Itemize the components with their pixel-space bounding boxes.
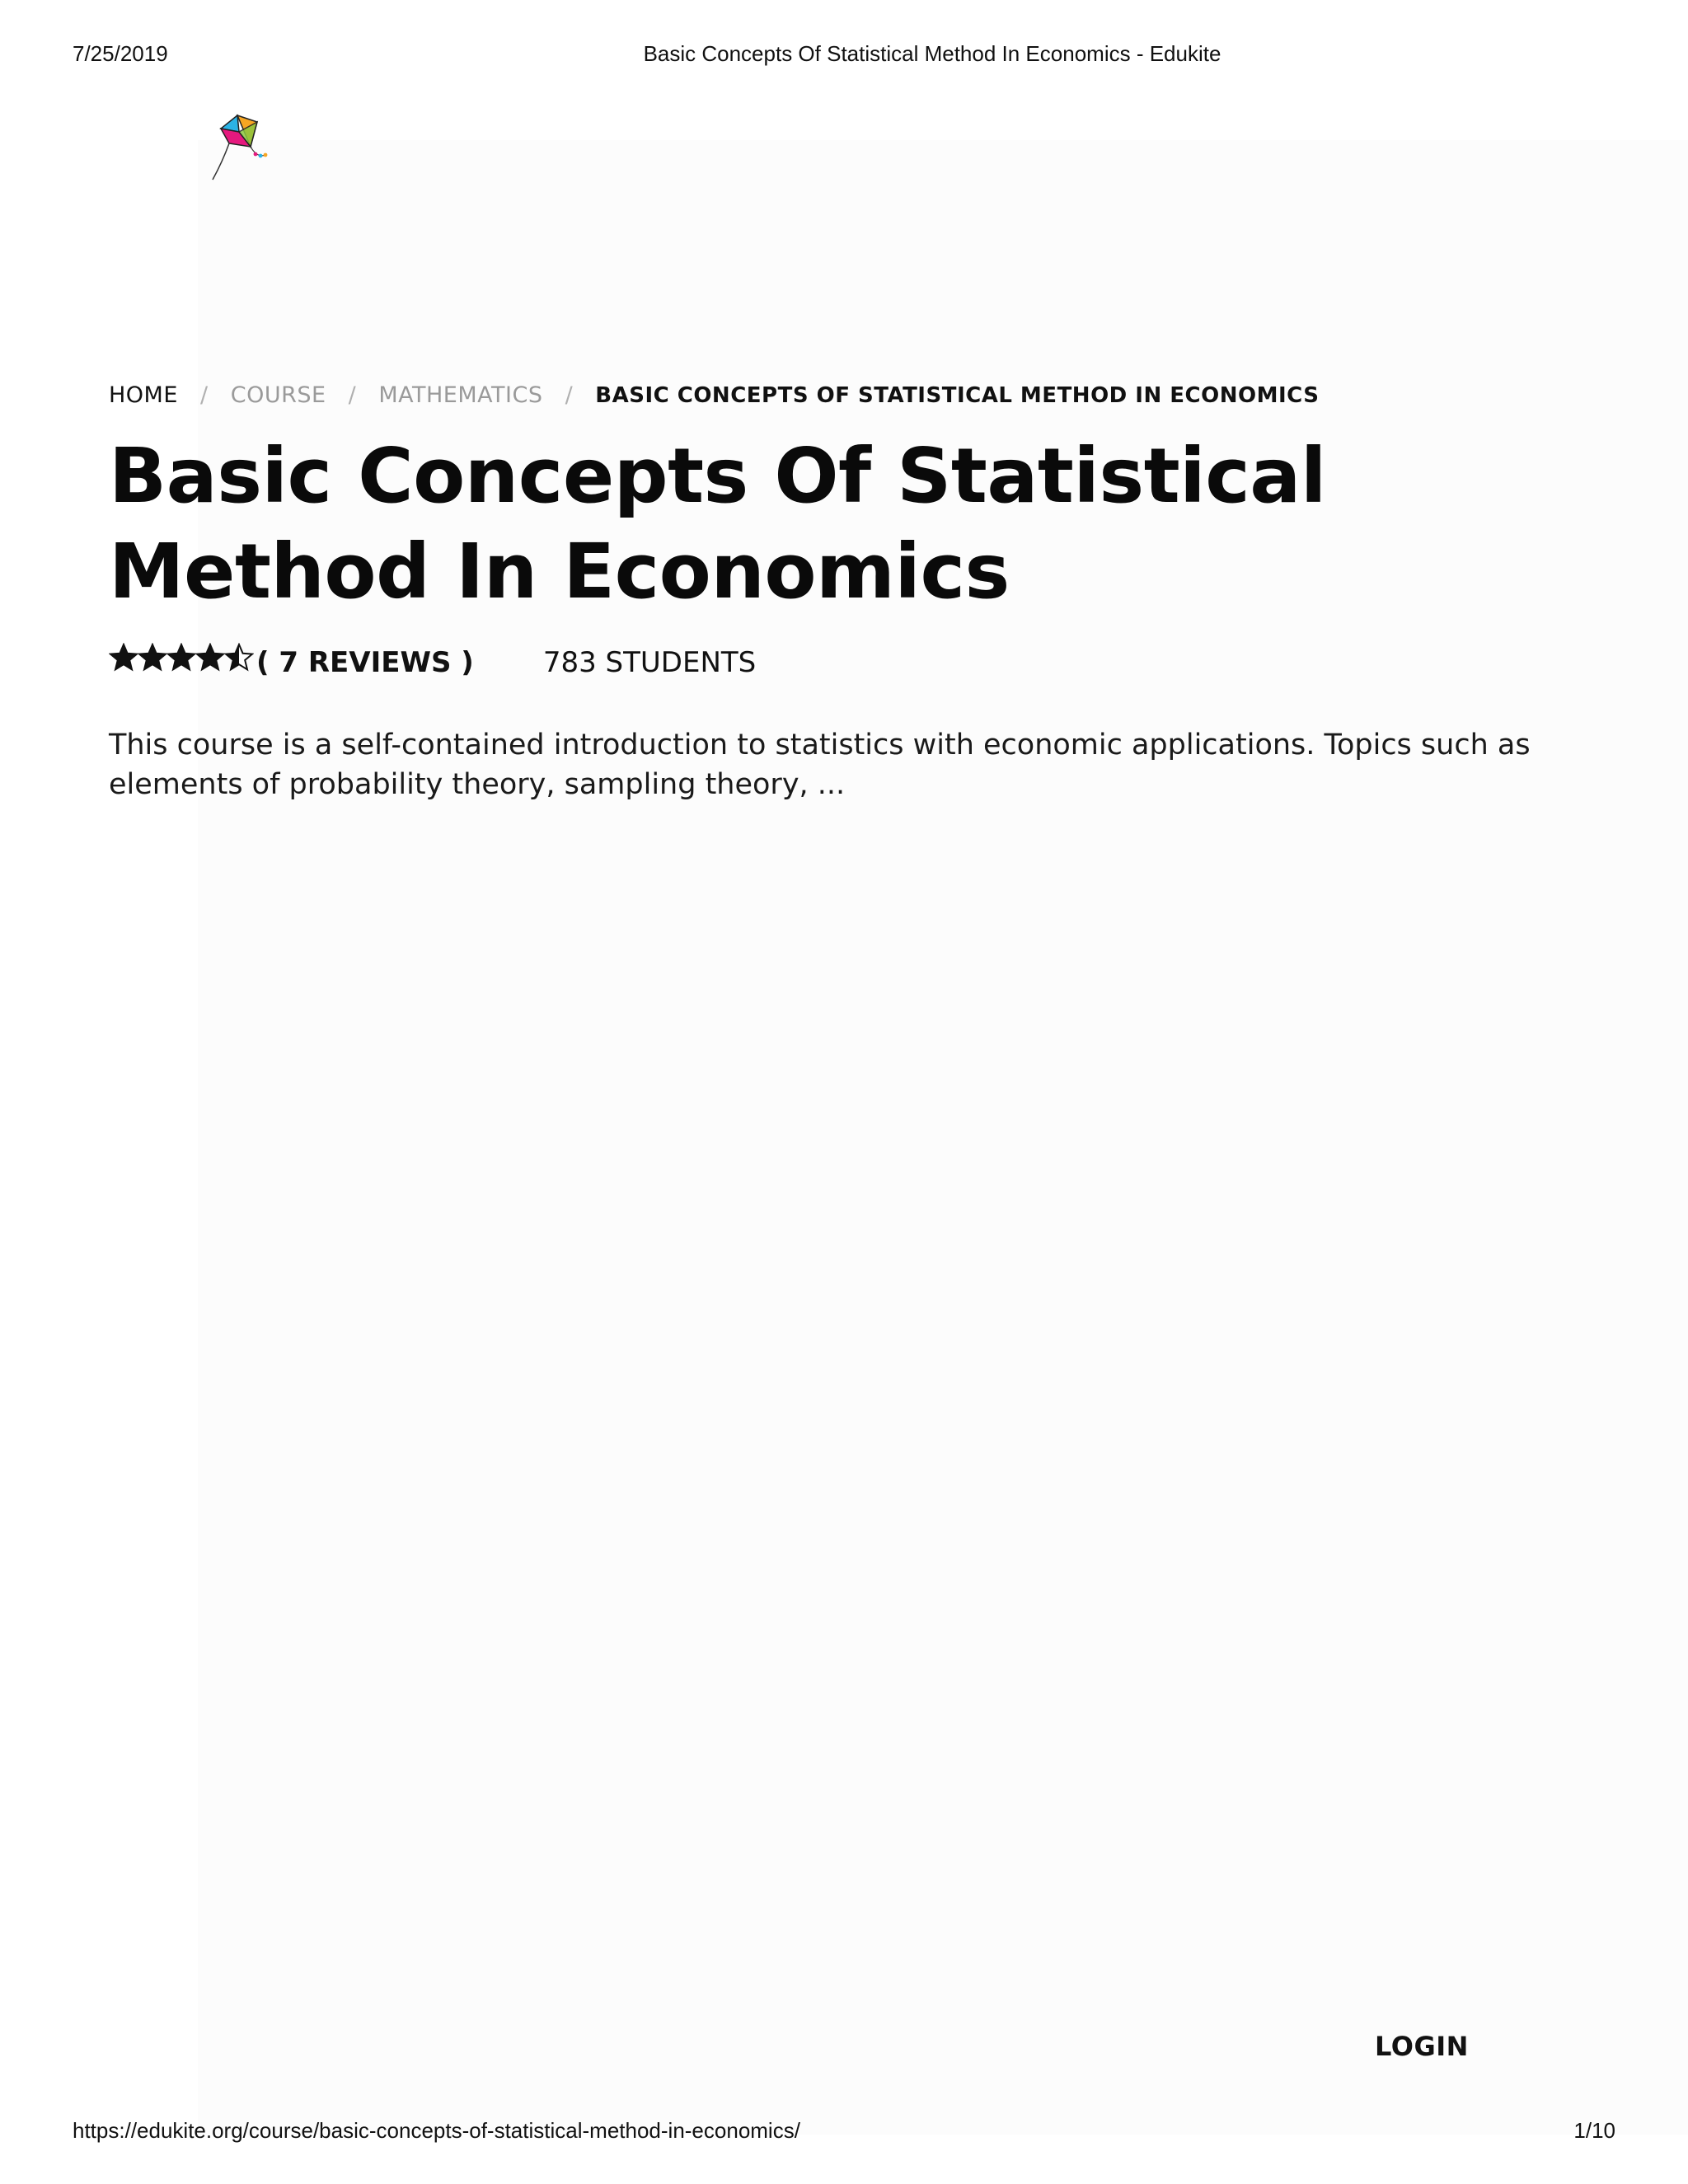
star-full-icon [195,643,225,673]
breadcrumb-separator: / [200,382,209,408]
breadcrumb-home[interactable]: HOME [109,382,178,408]
print-url: https://edukite.org/course/basic-concepts-of-statistical-method-in-economics/ [73,2118,800,2143]
breadcrumb-course[interactable]: COURSE [230,382,326,408]
site-logo[interactable] [208,114,274,183]
course-description: This course is a self-contained introduction to statistics with economic applications. Topics such as elements of probability theory, sampling theory, ... [109,729,1531,801]
breadcrumb-current: BASIC CONCEPTS OF STATISTICAL METHOD IN ECONOMICS [595,383,1320,408]
print-page-number: 1/10 [1573,2118,1615,2143]
breadcrumb-separator: / [348,382,357,408]
login-link[interactable]: LOGIN [1375,2031,1469,2062]
course-title: Basic Concepts Of Statistical Method In Economics [109,432,1326,616]
print-footer [0,2118,1688,2146]
reviews-count[interactable]: ( 7 REVIEWS ) [256,646,474,679]
breadcrumb-mathematics[interactable]: MATHEMATICS [378,382,543,408]
star-rating [109,643,253,673]
breadcrumb-separator: / [565,382,574,408]
star-half-icon [224,643,254,673]
star-full-icon [138,643,167,673]
students-count: 783 STUDENTS [542,646,757,679]
kite-icon [208,114,274,183]
course-meta [109,646,756,679]
breadcrumb [109,382,1319,408]
star-full-icon [166,643,196,673]
star-full-icon [109,643,138,673]
print-page-title: Basic Concepts Of Statistical Method In Economics - Edukite [643,41,1221,66]
print-date: 7/25/2019 [73,41,168,66]
print-header [0,41,1688,69]
